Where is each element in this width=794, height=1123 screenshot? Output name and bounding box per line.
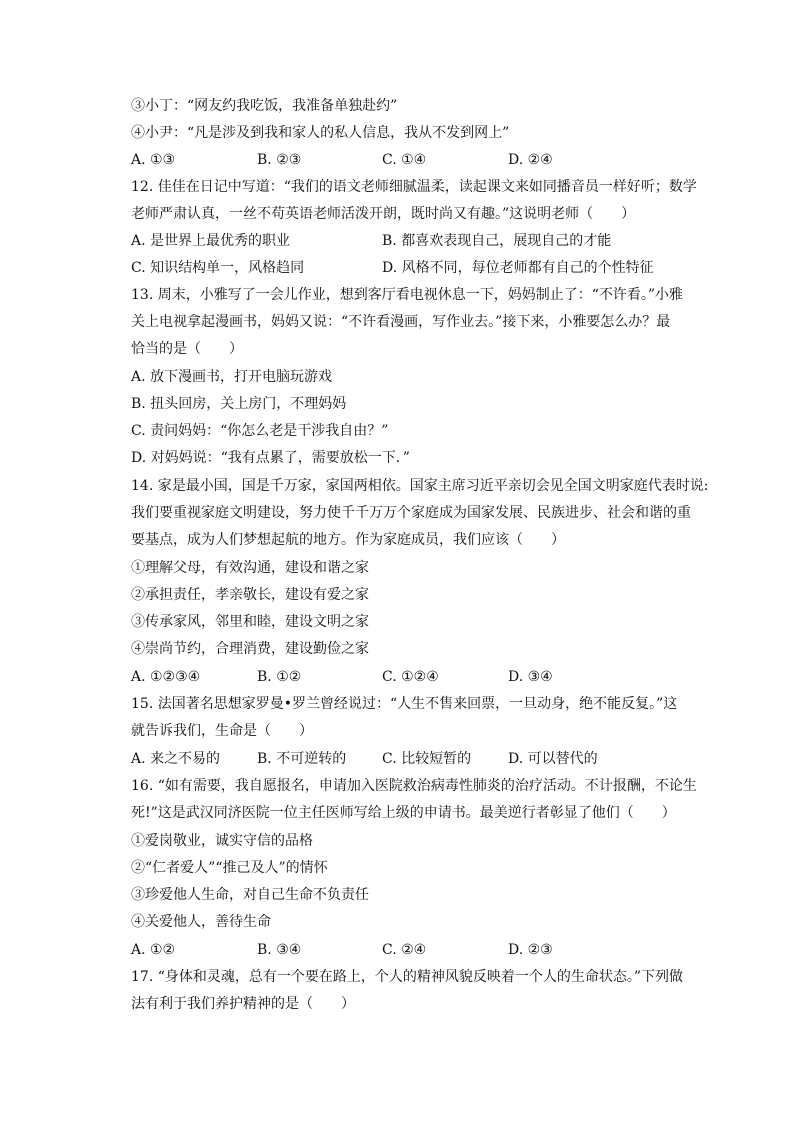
q14-option-a: A. ①②③④ bbox=[131, 669, 201, 685]
q15-options bbox=[131, 749, 671, 769]
q15-stem-line-1: 15. 法国著名思想家罗曼•罗兰曾经说过：“人生不售来回票，一旦动身，绝不能反复。”这 bbox=[131, 696, 678, 712]
q16-stem-line-2: 死!”这是武汉同济医院一位主任医师写给上级的申请书。最美逆行者彰显了他们（ ） bbox=[131, 805, 676, 821]
q13-option-b: B. 扭头回房，关上房门，不理妈妈 bbox=[131, 396, 347, 412]
q16-item-2: ②“仁者爱人”“推己及人”的情怀 bbox=[131, 860, 328, 876]
q12-option-c: C. 知识结构单一，风格趋同 bbox=[131, 260, 305, 276]
q16-item-3: ③珍爱他人生命，对自己生命不负责任 bbox=[131, 887, 369, 903]
q14-stem-line-3: 要基点，成为人们梦想起航的地方。作为家庭成员，我们应该（ ） bbox=[131, 532, 565, 548]
q17-stem-line-1: 17. “身体和灵魂，总有一个要在路上，个人的精神风貌反映着一个人的生命状态。”下列做 bbox=[131, 969, 684, 985]
q12-option-d: D. 风格不同，每位老师都有自己的个性特征 bbox=[382, 260, 654, 276]
q11-options bbox=[131, 150, 671, 170]
q16-item-4: ④关爱他人，善待生命 bbox=[131, 914, 271, 930]
q15-option-d: D. 可以替代的 bbox=[508, 751, 598, 767]
q11-item-4: ④小尹：“凡是涉及到我和家人的私人信息，我从不发到网上” bbox=[131, 125, 510, 141]
q14-option-c: C. ①②④ bbox=[382, 669, 439, 685]
q11-option-b: B. ②③ bbox=[257, 152, 302, 168]
q15-stem-line-2: 就告诉我们，生命是（ ） bbox=[131, 723, 313, 739]
q15-option-a: A. 来之不易的 bbox=[131, 751, 221, 767]
q14-options bbox=[131, 667, 671, 687]
q11-option-c: C. ①④ bbox=[382, 152, 427, 168]
q16-option-b: B. ③④ bbox=[257, 942, 302, 958]
q12-option-a: A. 是世界上最优秀的职业 bbox=[131, 233, 291, 249]
q14-stem-line-1: 14. 家是最小国，国是千万家，家国两相依。国家主席习近平亲切会见全国文明家庭代表时说: bbox=[131, 478, 709, 494]
q16-option-d: D. ②③ bbox=[508, 942, 553, 958]
q13-option-d: D. 对妈妈说：“我有点累了，需要放松一下．” bbox=[131, 450, 410, 466]
q12-stem-line-1: 12. 佳佳在日记中写道：“我们的语文老师细腻温柔，读起课文来如同播音员一样好听；数学 bbox=[131, 179, 697, 195]
q13-stem-line-2: 关上电视拿起漫画书，妈妈又说：“不许看漫画，写作业去。”接下来，小雅要怎么办？最 bbox=[131, 314, 671, 330]
q12-option-b: B. 都喜欢表现自己，展现自己的才能 bbox=[382, 233, 612, 249]
q14-item-3: ③传承家风，邻里和睦，建设文明之家 bbox=[131, 614, 369, 630]
q14-option-b: B. ①② bbox=[257, 669, 302, 685]
q16-item-1: ①爱岗敬业，诚实守信的品格 bbox=[131, 833, 313, 849]
q11-option-d: D. ②④ bbox=[508, 152, 553, 168]
q16-stem-line-1: 16. “如有需要，我自愿报名，申请加入医院救治病毒性肺炎的治疗活动。不计报酬，不论生 bbox=[131, 778, 697, 794]
q16-option-c: C. ②④ bbox=[382, 942, 427, 958]
q14-stem-line-2: 我们要重视家庭文明建设，努力使千千万万个家庭成为国家发展、民族进步、社会和谐的重 bbox=[131, 505, 691, 521]
q13-option-a: A. 放下漫画书，打开电脑玩游戏 bbox=[131, 369, 333, 385]
q11-option-a: A. ①③ bbox=[131, 152, 176, 168]
q14-option-d: D. ③④ bbox=[508, 669, 553, 685]
q17-stem-line-2: 法有利于我们养护精神的是（ ） bbox=[131, 996, 355, 1012]
q14-item-2: ②承担责任，孝亲敬长，建设有爱之家 bbox=[131, 587, 369, 603]
q16-options bbox=[131, 940, 671, 960]
q12-stem-line-2: 老师严肃认真，一丝不苟英语老师活泼开朗，既时尚又有趣。”这说明老师（ ） bbox=[131, 206, 636, 222]
q13-option-c: C. 责问妈妈：“你怎么老是干涉我自由？” bbox=[131, 423, 389, 439]
q12-options-row-1 bbox=[131, 231, 671, 251]
q15-option-c: C. 比较短暂的 bbox=[382, 751, 472, 767]
q13-stem-line-1: 13. 周末，小雅写了一会儿作业，想到客厅看电视休息一下，妈妈制止了：“不许看。”小雅 bbox=[131, 287, 684, 303]
q14-item-1: ①理解父母，有效沟通，建设和谐之家 bbox=[131, 560, 369, 576]
q16-option-a: A. ①② bbox=[131, 942, 176, 958]
q11-item-3: ③小丁：“网友约我吃饭，我准备单独赴约” bbox=[131, 98, 398, 114]
q15-option-b: B. 不可逆转的 bbox=[257, 751, 347, 767]
q12-options-row-2 bbox=[131, 258, 671, 278]
q13-stem-line-3: 恰当的是（ ） bbox=[131, 341, 243, 357]
q14-item-4: ④崇尚节约，合理消费，建设勤俭之家 bbox=[131, 641, 369, 657]
